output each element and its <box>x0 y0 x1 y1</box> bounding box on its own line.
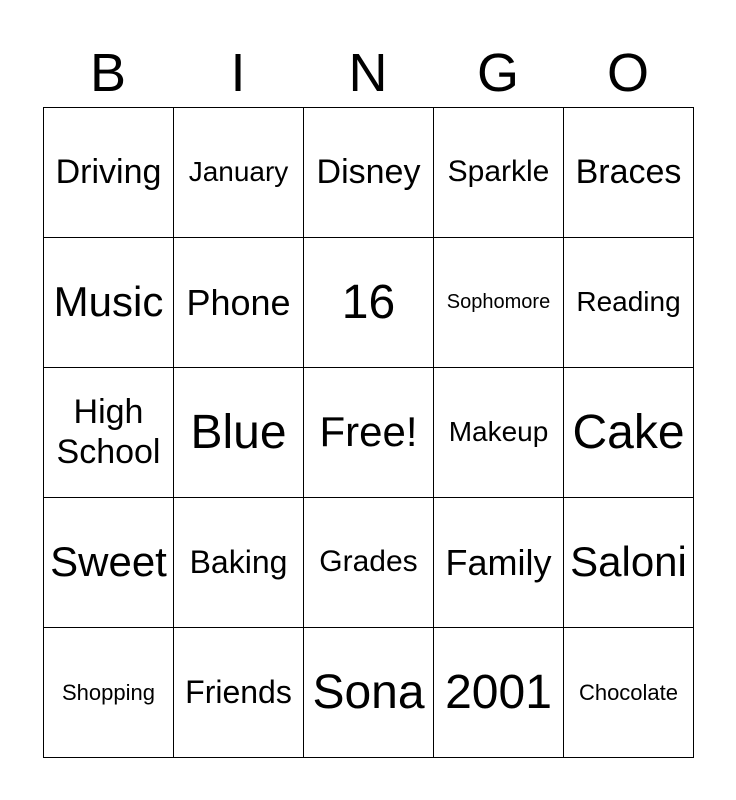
bingo-cell: Sophomore <box>434 238 564 368</box>
bingo-cell: Free! <box>304 368 434 498</box>
bingo-cell: Sweet <box>44 498 174 628</box>
bingo-cell: Sparkle <box>434 108 564 238</box>
bingo-cell: 2001 <box>434 628 564 758</box>
bingo-cell: Phone <box>174 238 304 368</box>
bingo-cell: Friends <box>174 628 304 758</box>
header-letter-i: I <box>230 43 246 103</box>
bingo-cell: Cake <box>564 368 694 498</box>
bingo-cell: Shopping <box>44 628 174 758</box>
header-letter-b: B <box>89 43 127 103</box>
bingo-cell: Blue <box>174 368 304 498</box>
bingo-cell: Driving <box>44 108 174 238</box>
bingo-card-grid <box>43 107 694 758</box>
bingo-cell: Grades <box>304 498 434 628</box>
bingo-cell: January <box>174 108 304 238</box>
bingo-cell: Saloni <box>564 498 694 628</box>
header-letter-n: N <box>348 43 388 103</box>
bingo-cell: Sona <box>304 628 434 758</box>
bingo-cell: Family <box>434 498 564 628</box>
bingo-cell: Baking <box>174 498 304 628</box>
bingo-cell: Makeup <box>434 368 564 498</box>
bingo-cell: Disney <box>304 108 434 238</box>
bingo-cell: Chocolate <box>564 628 694 758</box>
header-letter-g: G <box>476 43 519 103</box>
bingo-cell: Braces <box>564 108 694 238</box>
bingo-cell: High School <box>44 368 174 498</box>
bingo-cell: Music <box>44 238 174 368</box>
bingo-header <box>43 40 693 106</box>
bingo-cell: 16 <box>304 238 434 368</box>
header-letter-o: O <box>606 43 649 103</box>
bingo-cell: Reading <box>564 238 694 368</box>
